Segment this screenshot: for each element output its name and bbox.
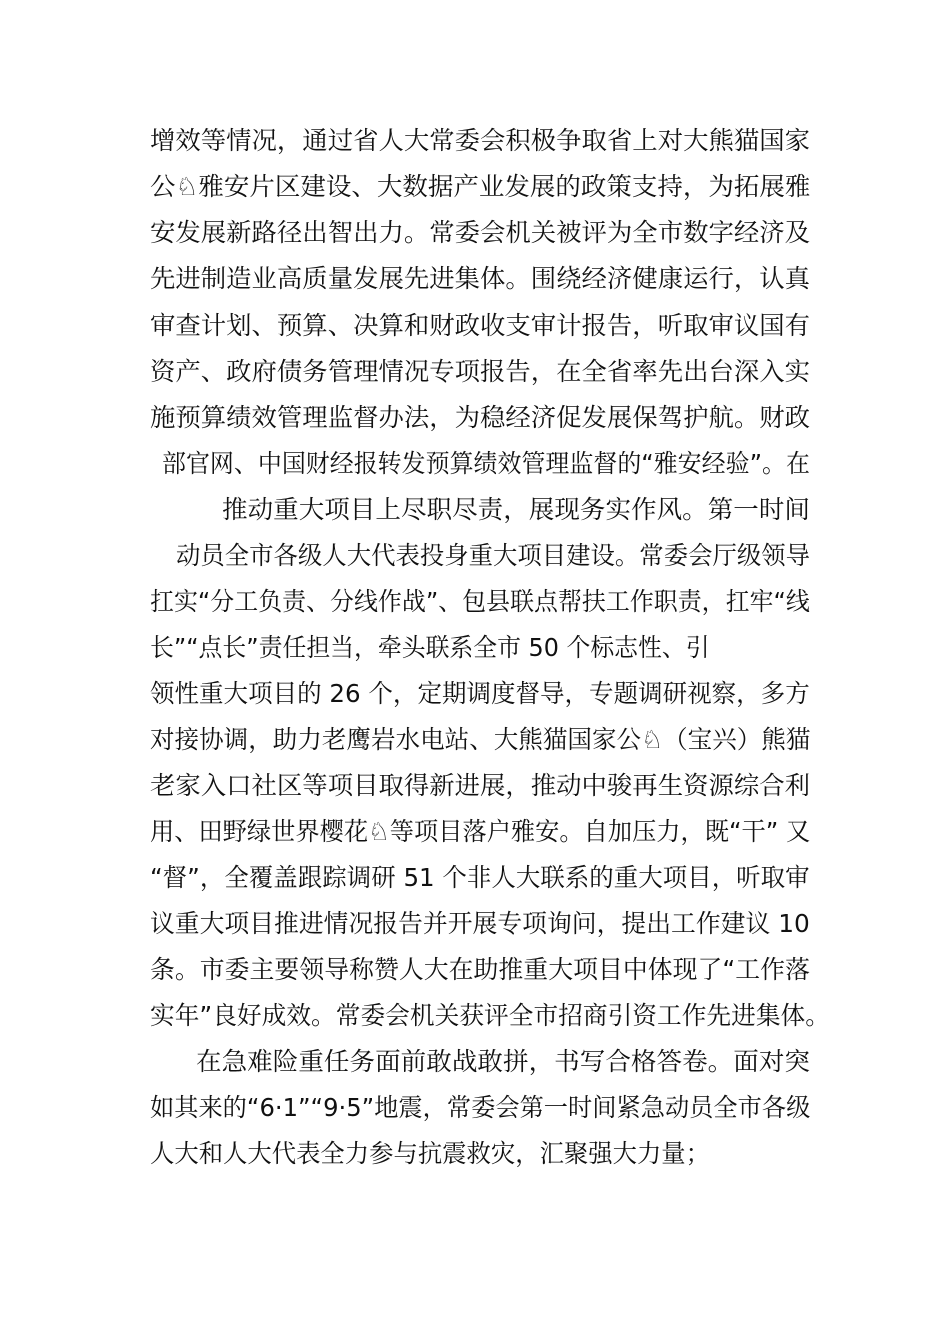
text-line: 施预算绩效管理监督办法，为稳经济促发展保驾护航。财政 xyxy=(150,403,811,432)
text-line: 领性重大项目的 26 个，定期调度督导，专题调研视察，多方 xyxy=(150,679,810,708)
text-line: 在急难险重任务面前敢战敢拼，书写合格答卷。面对突 xyxy=(196,1047,811,1076)
text-line: “督”，全覆盖跟踪调研 51 个非人大联系的重大项目，听取审 xyxy=(150,863,810,892)
text-line: 公♘雅安片区建设、大数据产业发展的政策支持，为拓展雅 xyxy=(150,172,811,201)
text-line: 议重大项目推进情况报告并开展专项询问，提出工作建议 10 xyxy=(150,909,810,938)
text-line: 长”“点长”责任担当，牵头联系全市 50 个标志性、引 xyxy=(150,633,710,662)
text-line: 部官网、中国财经报转发预算绩效管理监督的“雅安经验”。在 xyxy=(162,449,810,478)
text-line: 用、田野绿世界樱花♘等项目落户雅安。自加压力，既“干” 又 xyxy=(150,817,811,846)
text-line: 资产、政府债务管理情况专项报告，在全省率先出台深入实 xyxy=(150,357,811,386)
text-line: 推动重大项目上尽职尽责，展现务实作风。第一时间 xyxy=(222,495,811,524)
text-line: 条。市委主要领导称赞人大在助推重大项目中体现了“工作落 xyxy=(150,955,810,984)
text-line: 老家入口社区等项目取得新进展，推动中骏再生资源综合利 xyxy=(150,771,811,800)
text-line: 先进制造业高质量发展先进集体。围绕经济健康运行，认真 xyxy=(150,264,811,293)
text-line: 安发展新路径出智出力。常委会机关被评为全市数字经济及 xyxy=(150,218,811,247)
text-line: 人大和人大代表全力参与抗震救灾，汇聚强大力量； xyxy=(150,1139,711,1168)
text-line: 审查计划、预算、决算和财政收支审计报告，听取审议国有 xyxy=(150,311,811,340)
text-line: 动员全市各级人大代表投身重大项目建设。常委会厅级领导 xyxy=(176,541,811,570)
text-line: 扛实“分工负责、分线作战”、包县联点帮扶工作职责，扛牢“线 xyxy=(150,587,810,616)
text-line: 对接协调，助力老鹰岩水电站、大熊猫国家公♘（宝兴）熊猫 xyxy=(150,725,811,754)
text-line: 如其来的“6·1”“9·5”地震，常委会第一时间紧急动员全市各级 xyxy=(150,1093,811,1122)
text-line: 增效等情况，通过省人大常委会积极争取省上对大熊猫国家 xyxy=(150,126,811,155)
text-line: 实年”良好成效。常委会机关获评全市招商引资工作先进集体。 xyxy=(150,1001,830,1030)
